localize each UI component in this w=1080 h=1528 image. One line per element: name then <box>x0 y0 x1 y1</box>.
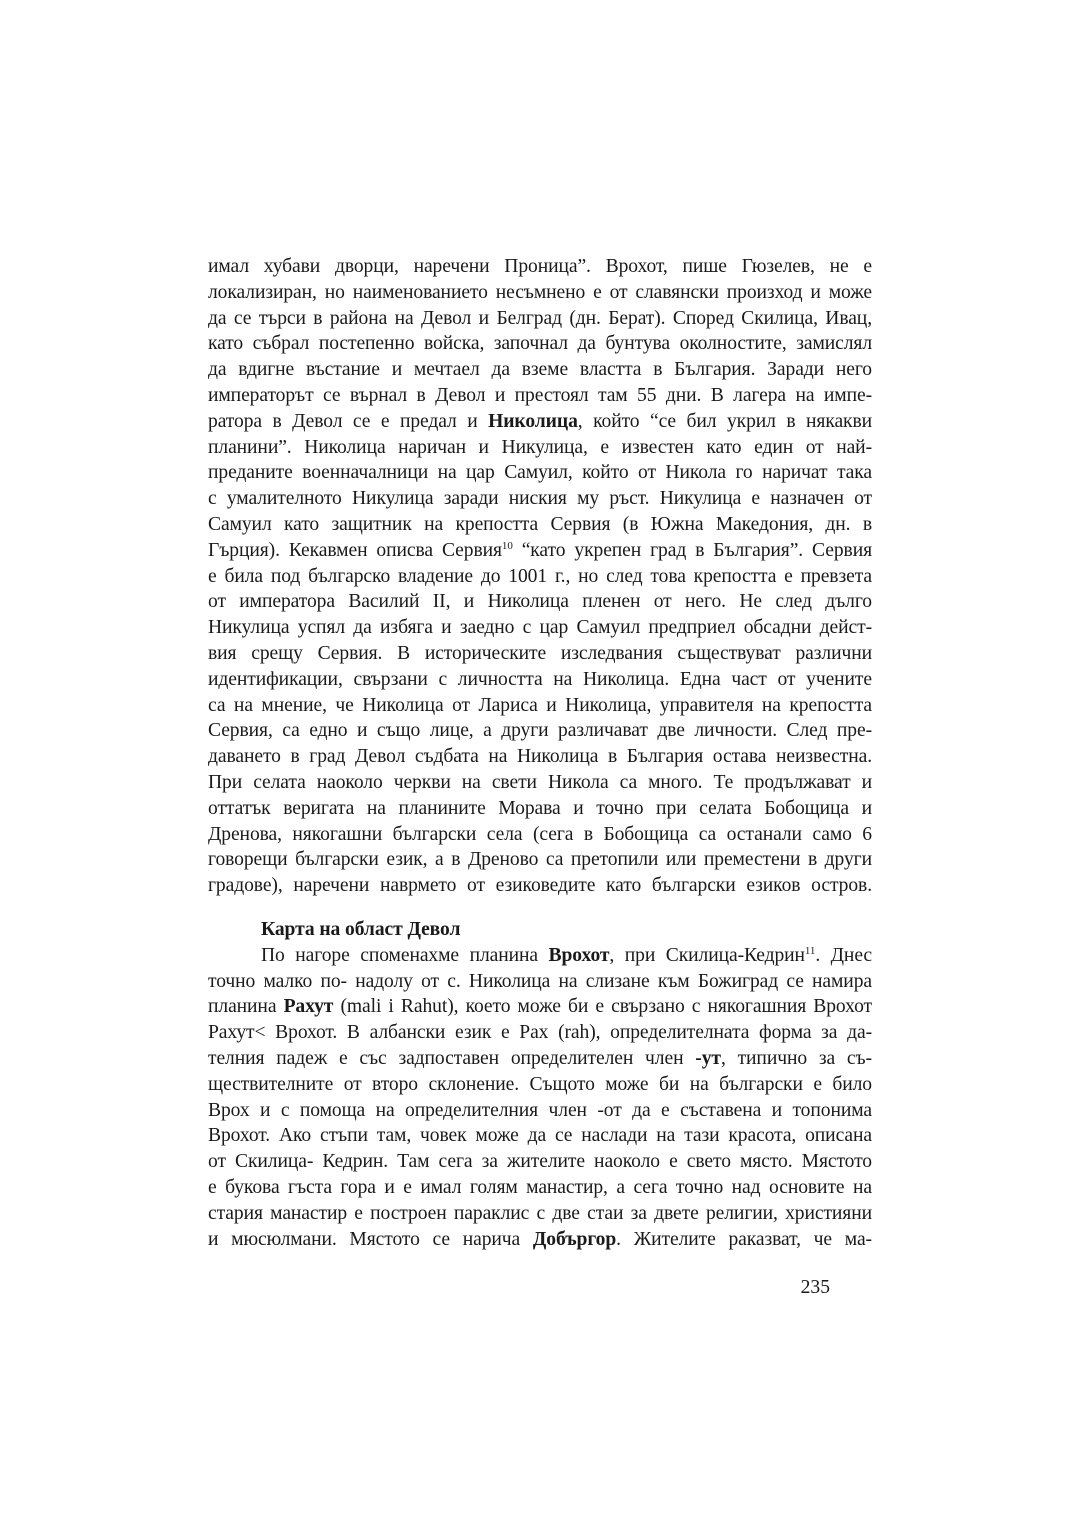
text-line: планини”. Николица наричан и Никулица, е известен като един от най- <box>208 436 872 458</box>
text-line: Врохот. Ако стъпи там, човек може да се наслади на тази красота, описана <box>208 1125 872 1147</box>
text-line: локализиран, но наименованието несъмнено е от славянски произход и може <box>208 281 872 303</box>
text-line: При селата наоколо черкви на свети Никола са много. Те продължават и <box>208 771 872 793</box>
text-line: Никулица успял да избяга и заедно с цар Самуил предприел обсадни дейст- <box>208 617 872 639</box>
section-heading: Карта на област Девол <box>261 919 461 940</box>
text-line: идентификации, свързани с личността на Николица. Една част от учените <box>208 668 872 690</box>
text-line: телния падеж е със задпоставен определителен член -ут, типично за съ- <box>208 1047 872 1069</box>
text-line: като събрал постепенно войска, започнал да бунтува околностите, замислял <box>208 333 872 355</box>
text-line: с умалителното Никулица заради ниския му ръст. Никулица е назначен от <box>208 488 872 510</box>
text-line: да вдигне въстание и мечтаел да вземе властта в България. Заради него <box>208 359 872 381</box>
text-line: е била под българско владение до 1001 г., но след това крепостта е превзета <box>208 565 872 587</box>
text-line: Гърция). Кекавмен описва Сервия$^{10}$ “като укрепен град в България”. Сервия <box>208 539 873 561</box>
text-line: е букова гъста гора и е имал голям манастир, а сега точно над основите на <box>208 1176 872 1198</box>
body-text-section-2 <box>208 917 872 1252</box>
text-line: Врох и с помоща на определителния член -от да е съставена и топонима <box>208 1099 872 1121</box>
text-line: са на мнение, че Николица от Лариса и Николица, управителя на крепостта <box>208 694 872 716</box>
text-line: градове), наречени наврмето от езиковедите като български езиков остров. <box>208 875 872 897</box>
bold-name-dobargor: Добъргор <box>532 1228 617 1250</box>
text-line: императорът се върнал в Девол и престоял там 55 дни. В лагера на импе- <box>208 384 872 406</box>
text-line: точно малко по- надолу от с. Николица на слизане към Божиград се намира <box>208 970 872 992</box>
text-line: стария манастир е построен параклис с две стаи за двете религии, християни <box>208 1202 872 1224</box>
text-line: ратора в Девол се е предал и Николица, който “се бил укрил в някакви <box>208 410 872 432</box>
text-line: имал хубави дворци, наречени Проница”. Врохот, пише Гюзелев, не е <box>208 256 872 277</box>
bold-name-rahut: Рахут <box>283 996 334 1018</box>
text-line: Самуил като защитник на крепостта Сервия (в Южна Македония, дн. в <box>208 513 872 535</box>
footnote-ref-10[interactable]: 10 <box>501 539 513 552</box>
text-line: ществителните от второ склонение. Същото може би на български е било <box>208 1073 872 1095</box>
text-line: планина Рахут (mali i Rahut), което може би е свързано с някогашния Врохот <box>208 996 872 1018</box>
text-line: Сервия, са едно и също лице, а други различават две личности. След пре- <box>208 720 872 742</box>
text-line: да се търси в района на Девол и Белград (дн. Берат). Според Скилица, Ивац, <box>208 307 872 329</box>
text-line: оттатък веригата на планините Морава и точно при селата Бобощица и <box>208 797 872 819</box>
body-text-section-1 <box>208 254 872 899</box>
text-line: Дренова, някогашни български села (сега в Бобощица са останали само 6 <box>208 823 872 845</box>
page-number: 235 <box>800 1277 830 1298</box>
text-line: говорещи български език, а в Дреново са претопили или преместени в други <box>208 849 872 871</box>
text-line: от императора Василий II, и Николица пленен от него. Не след дълго <box>208 591 872 613</box>
footnote-ref-11[interactable]: 11 <box>804 944 816 957</box>
bold-suffix-ut: -ут <box>695 1047 721 1069</box>
text-line: Рахут< Врохот. В албански език е Рах (rah), определителната форма за да- <box>208 1022 872 1044</box>
text-line: и мюсюлмани. Мястото се нарича Добъргор. Жителите раказват, че ма- <box>208 1228 872 1250</box>
text-line: даването в град Девол съдбата на Николица в България остава неизвестна. <box>208 746 872 768</box>
bold-name-vrohot: Врохот <box>548 944 610 966</box>
text-line: от Скилица- Кедрин. Там сега за жителите наоколо е свето място. Мястото <box>208 1151 872 1173</box>
text-line: преданите военначалници на цар Самуил, който от Никола го наричат така <box>208 462 872 484</box>
text-line: вия срещу Сервия. В историческите изследвания съществуват различни <box>208 642 872 664</box>
bold-name-nikolitsa: Николица <box>488 410 578 432</box>
text-line: По нагоре споменахме планина Врохот, при Скилица-Кедрин$^{11}$. Днес <box>261 944 872 966</box>
